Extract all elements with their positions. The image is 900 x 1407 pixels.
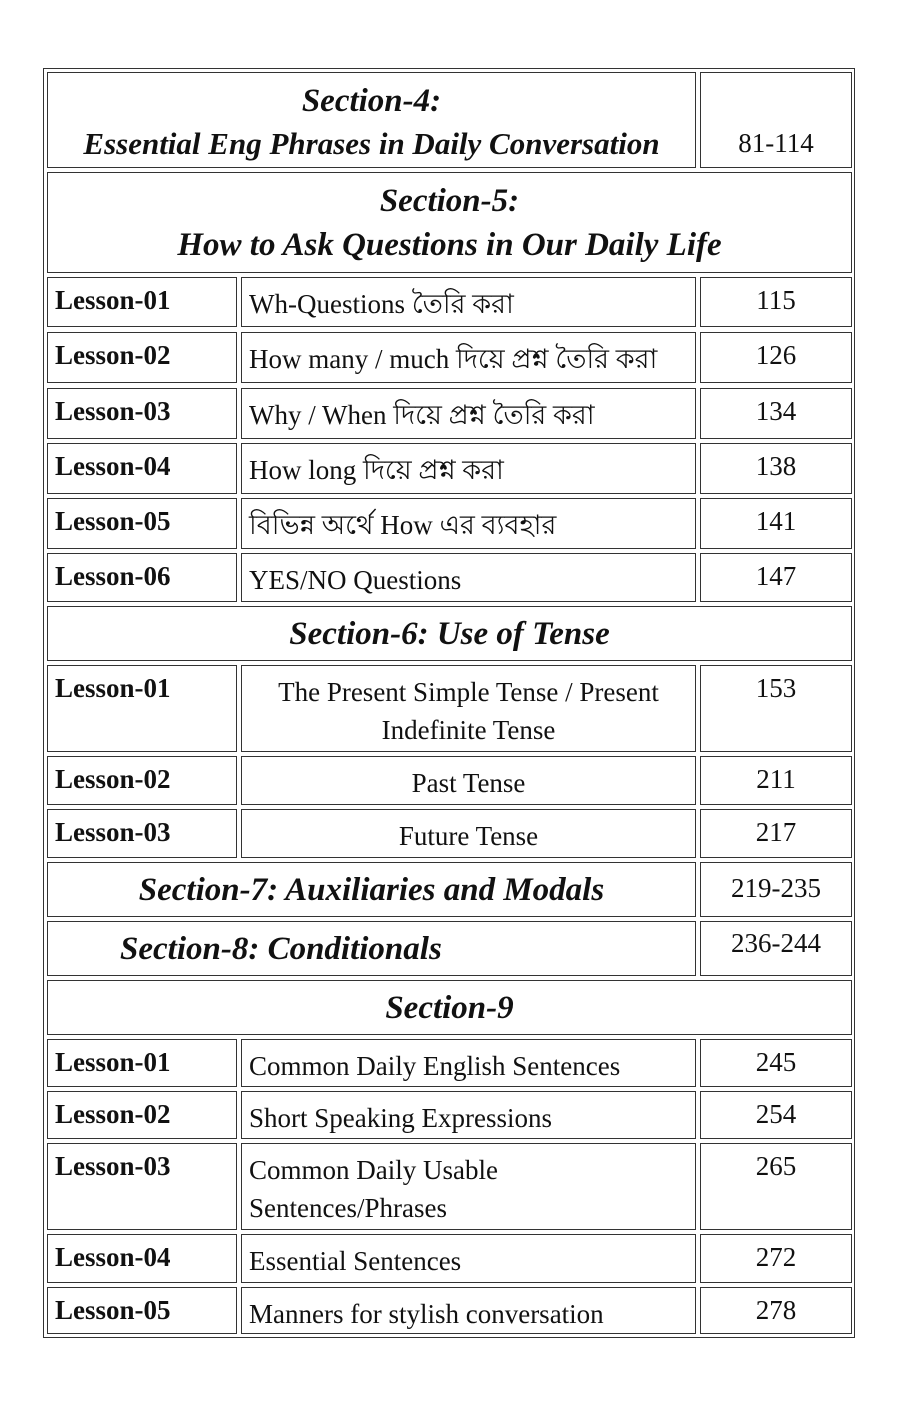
s9-lesson-01-topic: Common Daily English Sentences [241,1039,696,1087]
s5-lesson-05-label: Lesson-05 [47,498,237,549]
s5-lesson-02-page: 126 [700,332,852,383]
s9-lesson-01-label: Lesson-01 [47,1039,237,1087]
section-4-subheading: Essential Eng Phrases in Daily Conversation [83,126,660,161]
section-8-pages: 236-244 [700,921,852,976]
s5-lesson-05-page: 141 [700,498,852,549]
s9-lesson-05-label: Lesson-05 [47,1287,237,1334]
section-5-title-cell [47,172,852,273]
s6-lesson-03-topic: Future Tense [241,809,696,858]
s9-lesson-01-page: 245 [700,1039,852,1087]
s5-lesson-01-page: 115 [700,277,852,327]
s6-lesson-02-label: Lesson-02 [47,756,237,805]
s9-lesson-02-topic: Short Speaking Expressions [241,1091,696,1139]
s9-lesson-05-page: 278 [700,1287,852,1334]
s6-lesson-03-label: Lesson-03 [47,809,237,858]
s5-lesson-01-label: Lesson-01 [47,277,237,327]
s5-lesson-05-topic: বিভিন্ন অর্থে How এর ব্যবহার [241,498,696,549]
s6-lesson-02-topic: Past Tense [241,756,696,805]
section-7-heading: Section-7: Auxiliaries and Modals [47,862,696,917]
s9-lesson-04-label: Lesson-04 [47,1234,237,1283]
s9-lesson-04-page: 272 [700,1234,852,1283]
s9-lesson-03-label: Lesson-03 [47,1143,237,1230]
section-4-title-cell [47,72,696,168]
section-5-subheading: How to Ask Questions in Our Daily Life [177,227,722,263]
section-8-heading: Section-8: Conditionals [47,921,696,976]
s9-lesson-03-topic [241,1143,696,1230]
s5-lesson-06-page: 147 [700,553,852,602]
s5-lesson-06-label: Lesson-06 [47,553,237,602]
s5-lesson-03-topic: Why / When দিয়ে প্রশ্ন তৈরি করা [241,388,696,439]
section-4-pages-cell [700,72,852,168]
s9-lesson-05-topic: Manners for stylish conversation [241,1287,696,1334]
s5-lesson-06-topic: YES/NO Questions [241,553,696,602]
s6-lesson-03-page: 217 [700,809,852,858]
section-4-pages: 81-114 [738,128,814,158]
s9-lesson-03-page: 265 [700,1143,852,1230]
section-5-heading: Section-5: [379,183,520,219]
s6-lesson-01-topic-line1: The Present Simple Tense / Present [278,677,659,707]
s9-lesson-03-topic-line1: Common Daily Usable [249,1155,498,1185]
section-9-heading: Section-9 [47,980,852,1035]
section-7-pages: 219-235 [700,862,852,917]
s9-lesson-03-topic-line2: Sentences/Phrases [249,1193,447,1223]
s5-lesson-03-label: Lesson-03 [47,388,237,439]
s5-lesson-04-topic: How long দিয়ে প্রশ্ন করা [241,443,696,494]
s5-lesson-03-page: 134 [700,388,852,439]
s6-lesson-01-topic-line2: Indefinite Tense [381,715,556,745]
s5-lesson-04-label: Lesson-04 [47,443,237,494]
s5-lesson-02-topic: How many / much দিয়ে প্রশ্ন তৈরি করা [241,332,696,383]
s9-lesson-02-label: Lesson-02 [47,1091,237,1139]
s5-lesson-02-label: Lesson-02 [47,332,237,383]
s9-lesson-02-page: 254 [700,1091,852,1139]
s9-lesson-04-topic: Essential Sentences [241,1234,696,1283]
s6-lesson-01-label: Lesson-01 [47,665,237,752]
section-4-heading: Section-4: [301,83,442,119]
section-6-heading: Section-6: Use of Tense [47,606,852,661]
s6-lesson-01-topic [241,665,696,752]
s5-lesson-01-topic: Wh-Questions তৈরি করা [241,277,696,327]
s5-lesson-04-page: 138 [700,443,852,494]
s6-lesson-01-page: 153 [700,665,852,752]
s6-lesson-02-page: 211 [700,756,852,805]
